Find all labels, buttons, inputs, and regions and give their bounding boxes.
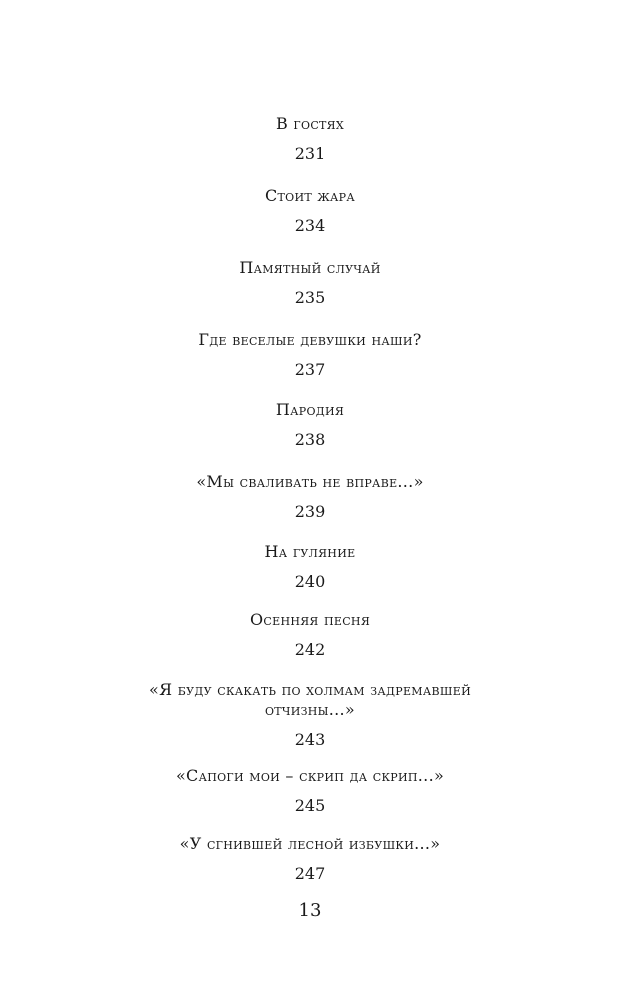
toc-entry-page: 243 — [294, 730, 326, 749]
toc-entry — [110, 766, 510, 816]
toc-entry — [110, 542, 510, 592]
toc-entry-title: Пародия — [275, 400, 345, 419]
toc-entry-title: В гостях — [275, 114, 344, 133]
toc-entry-title: Памятный случай — [239, 258, 381, 277]
toc-entry-page: 239 — [294, 502, 326, 521]
toc-entry-title: «Я буду скакать по холмам задремавшей отчизны...» — [149, 680, 471, 719]
toc-entry-page: 231 — [294, 144, 326, 163]
toc-entry-page: 237 — [294, 360, 326, 379]
toc-entry-title: Осенняя песня — [249, 610, 371, 629]
toc-entry — [110, 186, 510, 236]
toc-entry-page: 247 — [294, 864, 326, 883]
toc-entry — [110, 258, 510, 308]
toc-entry-page: 245 — [294, 796, 326, 815]
toc-entry-title: Где веселые девушки наши? — [198, 330, 422, 349]
toc-entry — [110, 472, 510, 522]
toc-entry-page: 240 — [294, 572, 326, 591]
toc-entry-title: На гуляние — [264, 542, 356, 561]
toc-entry — [110, 834, 510, 884]
toc-entry — [110, 610, 510, 660]
toc-entry — [110, 680, 510, 750]
toc-entry-title: Стоит жара — [264, 186, 356, 205]
toc-entry-title: «У сгнившей лесной избушки...» — [179, 834, 441, 853]
toc-entry-page: 235 — [294, 288, 326, 307]
page-number: 13 — [298, 900, 322, 921]
toc-entry — [110, 400, 510, 450]
toc-entry-title: «Сапоги мои – скрип да скрип...» — [175, 766, 445, 785]
toc-entry — [110, 114, 510, 164]
toc-entry-page: 242 — [294, 640, 326, 659]
toc-entry — [110, 330, 510, 380]
toc-entry-title: «Мы сваливать не вправе...» — [196, 472, 424, 491]
toc-entry-page: 238 — [294, 430, 326, 449]
toc-entry-page: 234 — [294, 216, 326, 235]
